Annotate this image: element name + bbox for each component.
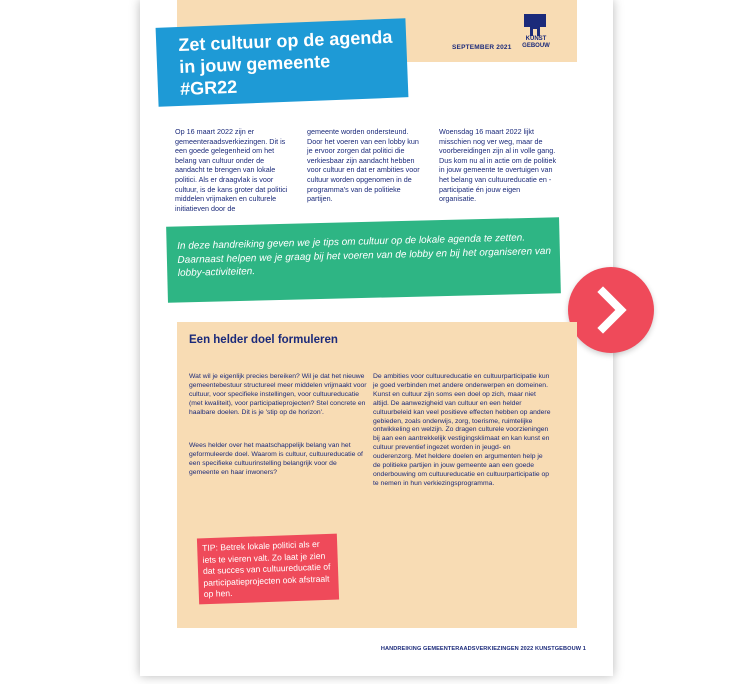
intro-column-1: Op 16 maart 2022 zijn er gemeenteraadsverkiezingen. Dit is een goede gelegenheid om het belang van cultuur onder de aandacht te brengen van lokale politici. Als er draagvlak is voor cultuur, is de kans groter dat politici middelen vrijmaken en culturele initiatieven door de: [175, 127, 288, 213]
section-left-paragraph-1: Wat wil je eigenlijk precies bereiken? Wil je dat het nieuwe gemeentebestuur structureel meer middelen vrijmaakt voor cultuur, voor specifieke instellingen, voor cultuureducatie (met kwaliteit), voor participatieprojecten? Stel concrete en haalbare doelen. Dit is je 'stip op de horizon'.: [189, 373, 367, 416]
tip-text: TIP: Betrek lokale politici als er iets te vieren valt. Zo laat je zien dat succes van cultuureducatie of participatieprojecten ook afstraalt op hen.: [202, 538, 331, 599]
intro-column-3: Woensdag 16 maart 2022 lijkt misschien nog ver weg, maar de voorbereidingen zijn al in volle gang. Dus kom nu al in actie om de politiek in jouw gemeente te overtuigen van het belang van cultuureducatie en -participatie én jouw eigen organisatie.: [439, 127, 557, 204]
kunstgebouw-logo-icon: [524, 14, 546, 36]
callout-text: In deze handreiking geven we je tips om cultuur op de lokale agenda te zetten. Daarnaast helpen we je graag bij het voeren van de lobby en bij het organiseren van lobby-activiteiten.: [177, 232, 552, 279]
publication-date: SEPTEMBER 2021: [452, 44, 512, 51]
logo-text-2: GEBOUW: [522, 43, 550, 49]
logo-text: [521, 36, 551, 50]
footer-text: HANDREIKING GEMEENTERAADSVERKIEZINGEN 2022: [380, 646, 534, 652]
section-title: Een helder doel formuleren: [189, 334, 338, 346]
title-line-1: Zet cultuur op de agenda: [178, 26, 393, 55]
title-hashtag: #GR22: [179, 76, 238, 99]
logo-text-1: KUNST: [525, 36, 547, 42]
page-number: 1: [582, 646, 586, 652]
next-page-button[interactable]: [568, 267, 654, 353]
footer-brand: KUNSTGEBOUW: [534, 646, 582, 652]
page-footer: [340, 646, 586, 652]
section-right-paragraph: De ambities voor cultuureducatie en cultuurparticipatie kun je goed verbinden met andere onderwerpen en domeinen. Kunst en cultuur zijn soms een doel op zich, maar niet altijd. De aanwezigheid van cultuur en een helder cultuurbeleid kan veel positieve effecten hebben op andere gebieden, zoals onderwijs, zorg, toerisme, ruimtelijke ontwikkeling en welzijn. Zo dragen culturele voorzieningen bij aan een aantrekkelijk vestigingsklimaat en kan kunst en cultuur preventief ingezet worden in jeugd- en ouderenzorg. Met heldere doelen en argumenten help je de politieke partijen in jouw gemeente aan een goede onderbouwing om cultuureducatie en cultuurparticipatie op te nemen in hun verkiezingsprogramma.: [373, 373, 551, 487]
intro-column-2: gemeente worden ondersteund. Door het voeren van een lobby kun je ervoor zorgen dat politici die verkiesbaar zijn aandacht hebben voor cultuur en dat er ambities voor cultuur worden opgenomen in de programma's van de politieke partijen.: [307, 127, 420, 204]
page-title: [178, 25, 410, 100]
title-line-2: in jouw gemeente: [178, 51, 331, 77]
chevron-right-icon: [591, 286, 631, 334]
section-left-paragraph-2: Wees helder over het maatschappelijk belang van het geformuleerde doel. Waarom is cultuur, cultuureducatie of een specifieke cultuurinstelling belangrijk voor de gemeente en haar inwoners?: [189, 442, 363, 476]
